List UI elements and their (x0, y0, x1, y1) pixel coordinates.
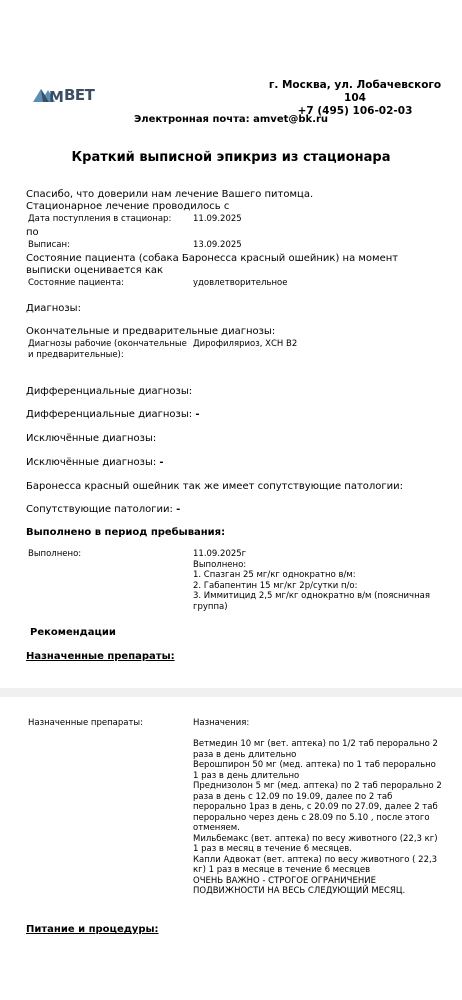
admission-po: по (26, 227, 39, 238)
performed-value: 11.09.2025г Выполнено: 1. Спазган 25 мг/кг однократно в/м: 2. Габапентин 15 мг/кг 2р/сутки п/о: 3. Иммитицид 2,5 мг/кг однократно в/м (поясничная группа) (193, 549, 430, 612)
excluded-value: - (159, 457, 164, 468)
intro-thanks: Спасибо, что доверили нам лечение Вашего питомца. (26, 189, 314, 200)
admission-label: Дата поступления в стационар: (28, 214, 172, 224)
clinic-logo (32, 86, 94, 104)
differential-label: Дифференциальные диагнозы: (26, 409, 193, 420)
comorbid-value: - (176, 504, 181, 515)
excluded-line (26, 457, 164, 469)
recommendations-heading: Рекомендации (30, 627, 116, 638)
performed-label: Выполнено: (28, 549, 82, 559)
prescribed-drugs-heading: Назначенные препараты: (26, 651, 175, 662)
intro-stay: Стационарное лечение проводилось с (26, 201, 230, 212)
comorbid-line (26, 504, 180, 516)
differential-heading: Дифференциальные диагнозы: (26, 386, 193, 397)
discharge-date: 13.09.2025 (193, 240, 242, 250)
excluded-label: Исключённые диагнозы: (26, 457, 157, 468)
excluded-heading: Исключённые диагнозы: (26, 433, 157, 444)
differential-value: - (195, 409, 200, 420)
document-title: Краткий выписной эпикриз из стационара (71, 150, 391, 165)
condition-sentence: Состояние пациента (собака Баронесса красный ошейник) на момент выписки оценивается как (26, 253, 399, 276)
nutrition-heading: Питание и процедуры: (26, 924, 159, 935)
address-line-1: г. Москва, ул. Лобачевского (268, 79, 442, 91)
discharge-label: Выписан: (28, 240, 70, 250)
document-page-2 (0, 697, 462, 1000)
logo-text: ВЕТ (64, 86, 95, 104)
comorbid-label: Сопутствующие патологии: (26, 504, 173, 515)
diagnoses-heading: Диагнозы: (26, 303, 81, 314)
svg-text:M: M (49, 88, 64, 106)
prescriptions-text: Ветмедин 10 мг (вет. аптека) по 1/2 таб перорально 2 раза в день длительно Верошпирон 50 мг (мед. аптека) по 1 таб перорально 1 раз в день длительно Преднизолон 5 мг (мед. аптека) по 2 таб перорально 2 раза в день с 12.09 по 19.09, далее по 2 таб перорально 1раз в день, с 20.09 по 27.09, далее 2 таб перорально через день с 28.09 по 5.10 , после этого отменяем. Мильбемакс (вет. аптека) по весу животного (22,3 кг) 1 раз в месяц в течение 6 месяцев. Капли Адвокат (вет. аптека) по весу животного ( 22,3 кг) 1 раз в месяце в течение 6 месяцев ОЧЕНЬ ВАЖНО - СТРОГОЕ ОГРАНИЧЕНИЕ ПОДВИЖНОСТИ НА ВЕСЬ СЛЕДУЮЩИЙ МЕСЯЦ. (193, 739, 442, 896)
prescriptions-header: Назначения: (193, 718, 250, 728)
condition-value: удовлетворительное (193, 278, 288, 288)
address-line-2: 104 (344, 92, 366, 104)
clinic-email: Электронная почта: amvet@bk.ru (133, 114, 329, 125)
differential-line (26, 409, 199, 421)
working-diagnoses-value: Дирофиляриоз, ХСН В2 (193, 339, 298, 349)
clinic-phone: +7 (495) 106-02-03 (297, 105, 413, 117)
performed-heading: Выполнено в период пребывания: (26, 527, 226, 538)
clinic-address (250, 79, 460, 118)
logo-mark-icon (32, 87, 64, 106)
prescriptions-label: Назначенные препараты: (28, 718, 143, 728)
condition-label: Состояние пациента: (28, 278, 124, 288)
comorbid-heading: Баронесса красный ошейник так же имеет сопутствующие патологии: (26, 481, 404, 492)
working-diagnoses-label: Диагнозы рабочие (окончательные и предварительные): (28, 339, 187, 360)
admission-date: 11.09.2025 (193, 214, 242, 224)
final-diagnoses-heading: Окончательные и предварительные диагнозы: (26, 326, 276, 337)
